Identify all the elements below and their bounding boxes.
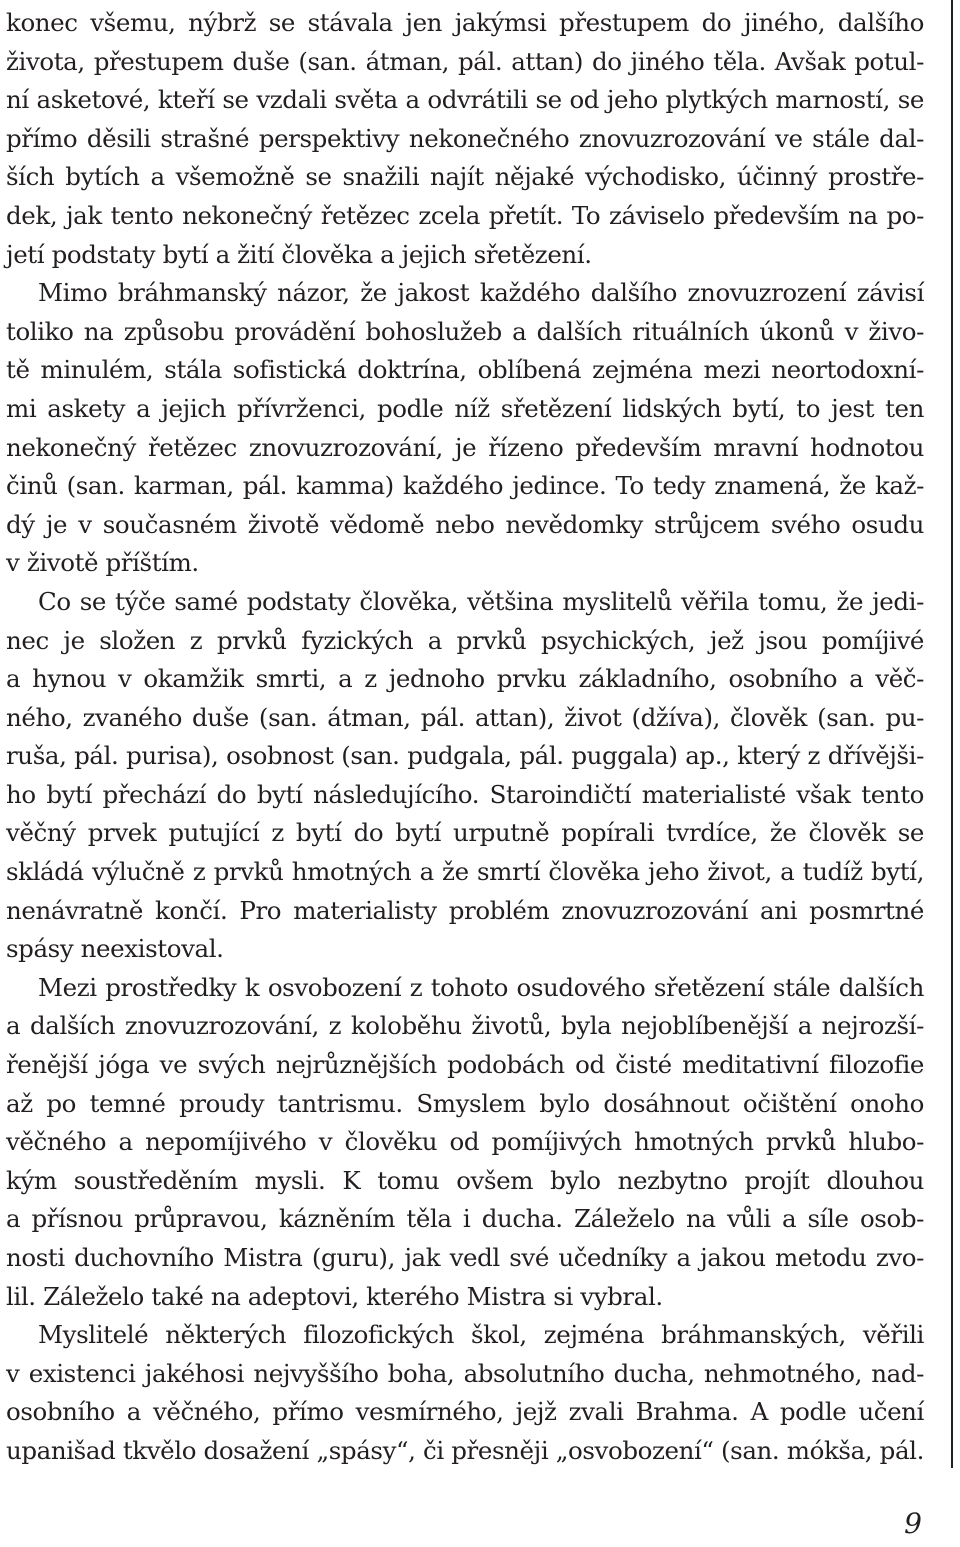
margin-rule bbox=[951, 0, 953, 1468]
text-line: upanišad tkvělo dosažení „spásy“, či přesněji „osvobození“ (san. mókša, pál. bbox=[6, 1435, 924, 1465]
text-line: věčného a nepomíjivého v člověku od pomíjivých hmotných prvků hlubo- bbox=[6, 1127, 924, 1157]
text-line: kým soustředěním mysli. K tomu ovšem bylo nezbytno projít dlouhou bbox=[6, 1165, 924, 1195]
paragraph bbox=[6, 274, 924, 583]
text-line: nekonečný řetězec znovuzrozování, je řízeno především mravní hodnotou bbox=[6, 432, 924, 462]
text-line: ného, zvaného duše (san. átman, pál. attan), život (džíva), člověk (san. pu- bbox=[6, 702, 924, 732]
text-line: Mezi prostředky k osvobození z tohoto osudového sřetězení stále dalších bbox=[38, 972, 924, 1002]
text-line: skládá výlučně z prvků hmotných a že smrtí člověka jeho život, a tudíž bytí, bbox=[6, 857, 924, 887]
text-line: dý je v současném životě vědomě nebo nevědomky strůjcem svého osudu bbox=[6, 509, 924, 539]
paragraph bbox=[6, 1316, 924, 1470]
text-line: Co se týče samé podstaty člověka, většina myslitelů věřila tomu, že jedi- bbox=[38, 586, 924, 616]
text-line: osobního a věčného, přímo vesmírného, jejž zvali Brahma. A podle učení bbox=[6, 1397, 924, 1427]
text-line: nec je složen z prvků fyzických a prvků psychických, jež jsou pomíjivé bbox=[6, 625, 924, 655]
text-line: Mimo bráhmanský názor, že jakost každého dalšího znovuzrození závisí bbox=[38, 278, 924, 308]
text-line: konec všemu, nýbrž se stávala jen jakýmsi přestupem do jiného, dalšího bbox=[6, 8, 924, 37]
text-line: Myslitelé některých filozofických škol, zejména bráhmanských, věřili bbox=[38, 1320, 924, 1350]
text-line: až po temné proudy tantrismu. Smyslem bylo dosáhnout očištění onoho bbox=[6, 1088, 924, 1118]
text-line: mi askety a jejich přívrženci, podle níž sřetězení lidských bytí, to jest ten bbox=[6, 393, 924, 423]
page-number: 9 bbox=[904, 1507, 922, 1540]
text-line: řenější jóga ve svých nejrůznějších podobách od čisté meditativní filozofie bbox=[6, 1050, 924, 1080]
text-line: v životě příštím. bbox=[6, 548, 199, 578]
text-line: a hynou v okamžik smrti, a z jednoho prvku základního, osobního a věč- bbox=[6, 664, 924, 694]
text-line: přímo děsili strašné perspektivy nekonečného znovuzrozování ve stále dal- bbox=[6, 123, 924, 153]
text-line: činů (san. karman, pál. kamma) každého jedince. To tedy znamená, že kaž- bbox=[6, 471, 924, 501]
text-line: ho bytí přechází do bytí následujícího. Staroindičtí materialisté však tento bbox=[6, 779, 924, 809]
text-line: lil. Záleželo také na adeptovi, kterého Mistra si vybral. bbox=[6, 1281, 663, 1311]
paragraph bbox=[6, 4, 924, 274]
text-line: spásy neexistoval. bbox=[6, 934, 224, 964]
paragraph bbox=[6, 583, 924, 969]
text-line: ruša, pál. purisa), osobnost (san. pudgala, pál. puggala) ap., který z dřívějši- bbox=[6, 741, 924, 771]
text-line: ní asketové, kteří se vzdali světa a odvrátili se od jeho plytkých marností, se bbox=[6, 85, 924, 115]
text-line: v existenci jakéhosi nejvyššího boha, absolutního ducha, nehmotného, nad- bbox=[6, 1358, 924, 1388]
text-line: nenávratně končí. Pro materialisty problém znovuzrozování ani posmrtné bbox=[6, 895, 924, 925]
text-line: nosti duchovního Mistra (guru), jak vedl své učedníky a jakou metodu zvo- bbox=[6, 1243, 924, 1272]
text-line: tě minulém, stála sofistická doktrína, oblíbená zejména mezi neortodoxní- bbox=[6, 355, 924, 385]
paragraph bbox=[6, 969, 924, 1316]
text-line: jetí podstaty bytí a žití člověka a jejich sřetězení. bbox=[6, 239, 592, 269]
text-line: dek, jak tento nekonečný řetězec zcela přetít. To záviselo především na po- bbox=[6, 200, 924, 230]
text-line: a přísnou průpravou, kázněním těla i ducha. Záleželo na vůli a síle osob- bbox=[6, 1204, 924, 1234]
text-line: a dalších znovuzrozování, z koloběhu životů, byla nejoblíbenější a nejrozší- bbox=[6, 1011, 924, 1041]
body-text bbox=[6, 4, 924, 1471]
text-line: života, přestupem duše (san. átman, pál. attan) do jiného těla. Avšak potul- bbox=[6, 46, 924, 76]
text-line: toliko na způsobu provádění bohoslužeb a dalších rituálních úkonů v živo- bbox=[6, 316, 924, 346]
text-line: věčný prvek putující z bytí do bytí urputně popírali tvrdíce, že člověk se bbox=[6, 818, 924, 848]
text-line: ších bytích a všemožně se snažili najít nějaké východisko, účinný prostře- bbox=[6, 162, 924, 192]
